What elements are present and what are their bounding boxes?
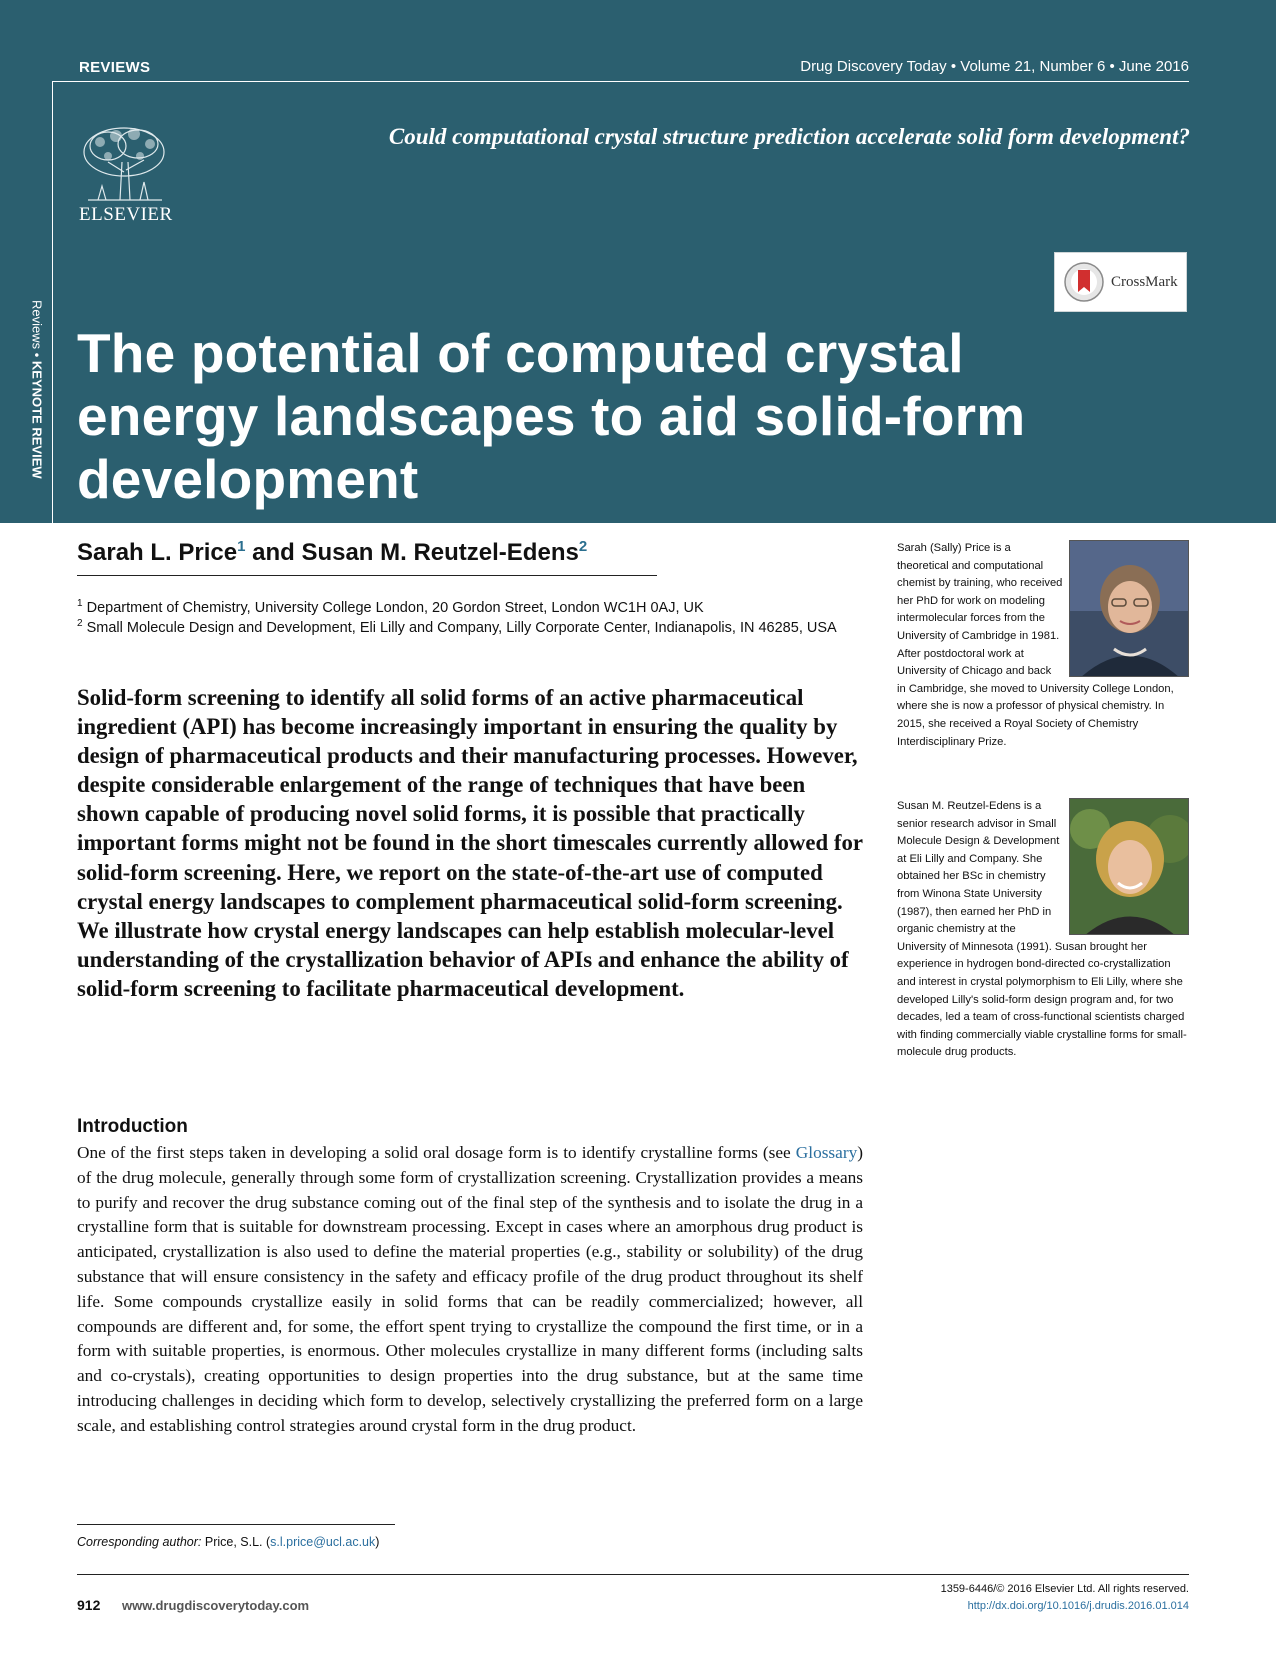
affiliation-marker[interactable]: 1 [237,538,246,555]
journal-info: Drug Discovery Today • Volume 21, Number 6 • June 2016 [800,58,1189,75]
side-tab-prefix: Reviews • [29,300,45,361]
section-label: REVIEWS [79,59,151,76]
side-tab [26,300,48,500]
footnote-divider [77,1524,395,1525]
affiliation-number: 2 [77,618,83,629]
glossary-link[interactable]: Glossary [795,1143,858,1162]
body-text: ) of the drug molecule, generally through some form of crystallization screening. Crystallization provides a means to purify and recover the drug substance coming out of the final step of the synthesis and to isolate the drug in a crystalline form that is suitable for downstream processing. Except in cases where an amorphous drug product is anticipated, crystallization is also used to define the material properties (e.g., stability or solubility) of the drug substance that will ensure consistency in the safety and efficacy profile of the drug product throughout its shelf life. Some compounds crystallize easily in solid forms that can be readily commercialized; however, all compounds are different and, for some, the effort spent trying to crystallize the compound the first time, or in a form with suitable properties, is enormous. Other molecules crystallize in many different forms (including salts and co-crystals), creating opportunities to design properties into the drug substance, but at the same time introducing challenges in deciding which form to develop, selectively crystallizing the preferred form on a large scale, and establishing control strategies around crystal form in the drug product. [77,1143,863,1435]
author-photo [1069,540,1189,677]
affiliation-text: Department of Chemistry, University College London, 20 Gordon Street, London WC1H 0AJ, UK [86,599,704,616]
affiliation [77,614,867,638]
bio-text: Susan M. Reutzel-Edens is a senior research advisor in Small Molecule Design & Development at Eli Lilly and Company. She obtained her BSc in chemistry from Winona State University (1987), then earned her PhD in organic chemistry at the University of Minnesota (1991). Susan brought her experience in hydrogen bond-directed co-crystallization and interest in crystal polymorphism to Eli Lilly, where she developed Lilly's solid-form design program and, for two decades, led a team of cross-functional scientists charged with finding commercially viable crystalline forms for small-molecule drug products. [897,800,1187,1059]
corresponding-label: Corresponding author: [77,1535,202,1549]
side-tab-label: KEYNOTE REVIEW [29,360,45,479]
page-number: 912 [77,1597,101,1613]
author-bio [897,798,1189,1062]
crossmark-label: CrossMark [1111,273,1178,290]
corresponding-name: Price, S.L. ( [201,1535,271,1549]
crossmark-icon [1063,261,1105,303]
footer-divider [77,1574,1189,1575]
body-text: One of the first steps taken in developing a solid oral dosage form is to identify crystalline forms (see [77,1143,796,1162]
side-tab-text [30,300,45,479]
author-name: Susan M. Reutzel-Edens [301,539,579,566]
bio-text: Sarah (Sally) Price is a theoretical and computational chemist by training, who received her PhD for work on modeling intermolecular forces from the University of Cambridge in 1981. After postdoctoral work at University of Chicago and back in Cambridge, she moved to University College London, where she is now a professor of physical chemistry. In 2015, she received a Royal Society of Chemistry Interdisciplinary Prize. [897,542,1174,748]
affiliation-number: 1 [77,598,83,609]
corresponding-close: ) [375,1535,380,1549]
author-separator: and [245,539,302,566]
introduction-paragraph [77,1141,863,1439]
crossmark-badge[interactable] [1054,252,1187,312]
copyright-notice: 1359-6446/© 2016 Elsevier Ltd. All rights reserved. [940,1583,1189,1595]
header-side-rule [52,81,53,523]
authors-underline [77,575,657,576]
publisher-name: ELSEVIER [79,204,173,225]
affiliation-text: Small Molecule Design and Development, Eli Lilly and Company, Lilly Corporate Center, Indianapolis, IN 46285, USA [86,619,837,636]
series-title: Could computational crystal structure prediction accelerate solid form development? [388,124,1190,149]
author-photo [1069,798,1189,935]
doi-link[interactable]: http://dx.doi.org/10.1016/j.drudis.2016.01.014 [967,1600,1189,1612]
author-bio [897,540,1189,751]
email-link[interactable]: s.l.price@ucl.ac.uk [270,1535,376,1549]
corresponding-author [77,1535,379,1549]
affiliation-marker[interactable]: 2 [578,538,588,555]
author-name: Sarah L. Price [77,539,238,566]
journal-url-link[interactable]: www.drugdiscoverytoday.com [122,1598,310,1613]
article-title: The potential of computed crystal energy landscapes to aid solid-form development [77,322,1026,510]
section-heading: Introduction [77,1116,188,1137]
authors-line [77,539,587,567]
header-divider [52,81,1189,82]
abstract: Solid-form screening to identify all solid forms of an active pharmaceutical ingredient (API) has become increasingly important in ensuring the quality by design of pharmaceutical products and their manufacturing processes. However, despite considerable enlargement of the range of techniques that have been shown capable of producing novel solid forms, it is possible that practically important forms might not be found in the short timescales currently allowed for solid-form screening. Here, we report on the state-of-the-art use of computed crystal energy landscapes to complement pharmaceutical solid-form screening. We illustrate how crystal energy landscapes can help establish molecular-level understanding of the crystallization behavior of APIs and enhance the ability of solid-form screening to facilitate pharmaceutical development. [77,685,863,1001]
